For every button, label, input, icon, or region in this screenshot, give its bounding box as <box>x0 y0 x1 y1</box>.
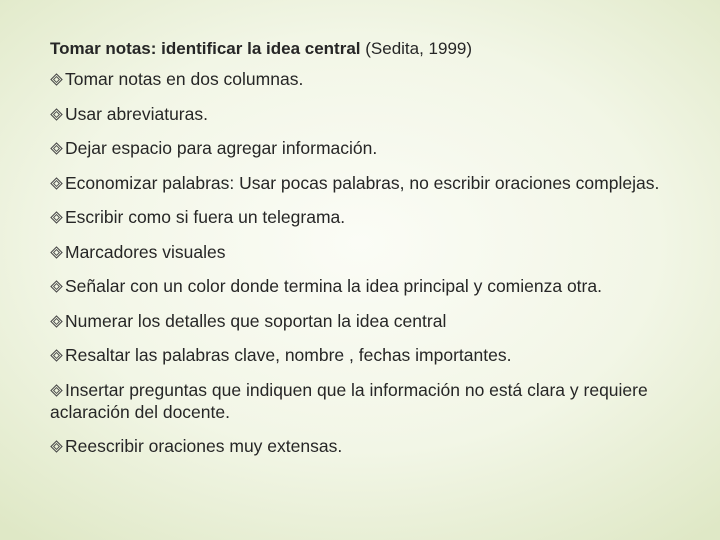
diamond-outline-icon <box>50 73 63 86</box>
bullet-text: Tomar notas en dos columnas. <box>65 69 304 89</box>
diamond-outline-icon <box>50 142 63 155</box>
bullet-item <box>50 275 680 297</box>
bullet-text: Economizar palabras: Usar pocas palabras, no escribir oraciones complejas. <box>65 172 660 193</box>
diamond-outline-icon <box>50 108 63 121</box>
bullet-item <box>50 172 680 194</box>
bullet-text: Numerar los detalles que soportan la idea central <box>65 310 447 331</box>
bullet-text: Reescribir oraciones muy extensas. <box>65 436 343 456</box>
diamond-outline-icon <box>50 440 63 453</box>
diamond-outline-icon <box>50 246 63 259</box>
bullet-item <box>50 344 680 366</box>
diamond-outline-icon <box>50 211 63 224</box>
slide-content <box>50 38 680 470</box>
bullet-text: Usar abreviaturas. <box>65 103 208 124</box>
diamond-outline-icon <box>50 384 63 397</box>
bullet-list <box>50 68 680 457</box>
slide-title <box>50 38 680 59</box>
bullet-item <box>50 379 680 423</box>
diamond-outline-icon <box>50 280 63 293</box>
bullet-item <box>50 137 680 159</box>
bullet-text: Marcadores visuales <box>65 241 226 262</box>
slide-title-citation: (Sedita, 1999) <box>365 39 473 58</box>
bullet-item <box>50 68 680 90</box>
diamond-outline-icon <box>50 315 63 328</box>
bullet-text: Resaltar las palabras clave, nombre , fechas importantes. <box>65 345 512 365</box>
bullet-text: Insertar preguntas que indiquen que la información no está clara y requiere aclaración del docente. <box>50 379 648 422</box>
bullet-text: Escribir como si fuera un telegrama. <box>65 207 346 227</box>
bullet-item <box>50 206 680 228</box>
bullet-item <box>50 435 680 457</box>
bullet-item <box>50 103 680 125</box>
bullet-text: Señalar con un color donde termina la idea principal y comienza otra. <box>65 276 602 296</box>
bullet-item <box>50 241 680 263</box>
slide-title-main: Tomar notas: identificar la idea central <box>50 39 361 58</box>
bullet-item <box>50 310 680 332</box>
diamond-outline-icon <box>50 349 63 362</box>
bullet-text: Dejar espacio para agregar información. <box>65 138 378 158</box>
diamond-outline-icon <box>50 177 63 190</box>
